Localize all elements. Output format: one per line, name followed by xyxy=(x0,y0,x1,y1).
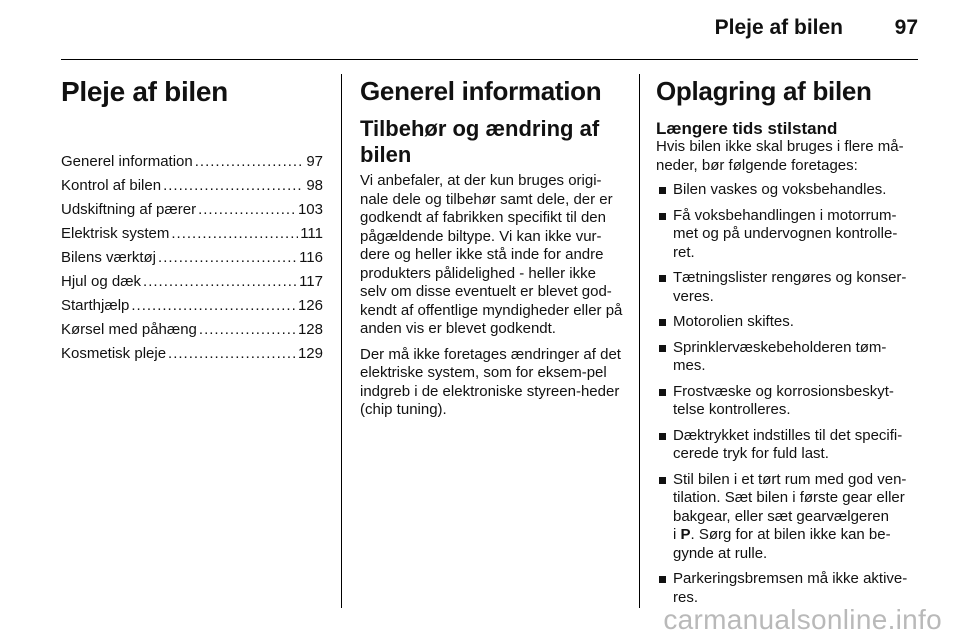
toc-leader xyxy=(171,222,298,246)
paragraph-original-parts: Vi anbefaler, at der kun bruges origi-nale dele og tilbehør samt dele, der er godkendt af fabrikken specifikt til den pågældende biltype. Vi kan ikke vur-dere og heller ikke stå inde for andre produkters pålidelighed - heller ikke selv om disse eventuelt er blevet god-kendt af offentlige myndigheder eller på anden vis er blevet godkendt. xyxy=(360,172,623,337)
storage-checklist xyxy=(656,181,918,607)
header-rule xyxy=(61,59,918,60)
page-number: 97 xyxy=(894,16,918,39)
column-divider-right xyxy=(639,74,640,608)
toc-entry[interactable] xyxy=(61,222,323,246)
toc-entry[interactable] xyxy=(61,342,323,366)
chapter-title: Pleje af bilen xyxy=(61,76,228,107)
table-of-contents xyxy=(61,150,323,366)
toc-entry-label: Generel information xyxy=(61,153,193,170)
toc-entry-page: 128 xyxy=(297,321,323,338)
toc-entry-label: Bilens værktøj xyxy=(61,249,157,266)
bullet-square-icon xyxy=(659,477,666,484)
toc-leader xyxy=(163,174,304,198)
storage-column xyxy=(656,76,918,614)
list-item: Stil bilen i et tørt rum med god ven-tilation. Sæt bilen i første gear eller bakgear, eller sæt gearvælgeren i P. Sørg for at bilen ikke kan be-gynde at rulle. xyxy=(656,471,918,564)
toc-leader xyxy=(143,270,297,294)
toc-entry-page: 116 xyxy=(299,249,323,266)
paragraph-electrical-modifications: Der må ikke foretages ændringer af det elektriske system, som for eksem-pel indgreb i de elektroniske styreen-heder (chip tuning). xyxy=(360,345,621,418)
toc-entry[interactable] xyxy=(61,294,323,318)
toc-entry-page: 129 xyxy=(297,345,323,362)
toc-entry[interactable] xyxy=(61,318,323,342)
bullet-square-icon xyxy=(659,433,666,440)
bullet-square-icon xyxy=(659,576,666,583)
toc-entry-page: 103 xyxy=(297,201,323,218)
toc-entry-label: Starthjælp xyxy=(61,297,130,314)
bullet-square-icon xyxy=(659,389,666,396)
list-item: Bilen vaskes og voksbehandles. xyxy=(656,181,918,200)
toc-leader xyxy=(158,246,297,270)
toc-entry-label: Hjul og dæk xyxy=(61,273,142,290)
toc-entry-label: Udskiftning af pærer xyxy=(61,201,197,218)
toc-leader xyxy=(199,318,296,342)
toc-entry-page: 111 xyxy=(300,225,323,242)
toc-entry[interactable] xyxy=(61,150,323,174)
subheading-long-term-storage: Længere tids stilstand xyxy=(656,119,838,138)
list-item: Sprinklervæskebeholderen tøm-mes. xyxy=(656,339,918,376)
storage-intro: Hvis bilen ikke skal bruges i flere må-neder, bør følgende foretages: xyxy=(656,138,904,174)
toc-leader xyxy=(131,294,296,318)
section-heading-general: Generel information xyxy=(360,76,602,106)
list-item: Parkeringsbremsen må ikke aktive-res. xyxy=(656,570,918,607)
toc-column xyxy=(61,76,323,366)
toc-entry-page: 97 xyxy=(306,153,323,170)
bullet-square-icon xyxy=(659,187,666,194)
bullet-square-icon xyxy=(659,319,666,326)
subheading-accessories: Tilbehør og ændring af bilen xyxy=(360,116,600,167)
toc-entry[interactable] xyxy=(61,246,323,270)
list-item: Frostvæske og korrosionsbeskyt-telse kontrolleres. xyxy=(656,383,918,420)
list-item: Få voksbehandlingen i motorrum-met og på undervognen kontrolle-ret. xyxy=(656,207,918,263)
toc-entry-label: Elektrisk system xyxy=(61,225,170,242)
toc-entry-page: 126 xyxy=(297,297,323,314)
toc-entry[interactable] xyxy=(61,174,323,198)
bullet-square-icon xyxy=(659,345,666,352)
toc-leader xyxy=(168,342,296,366)
toc-entry-page: 98 xyxy=(306,177,323,194)
list-item: Tætningslister rengøres og konser-veres. xyxy=(656,269,918,306)
toc-entry-label: Kørsel med påhæng xyxy=(61,321,197,338)
gear-position-p: P xyxy=(680,526,691,543)
list-item: Motorolien skiftes. xyxy=(656,313,918,332)
list-item: Dæktrykket indstilles til det specifi-cerede tryk for fuld last. xyxy=(656,427,918,464)
watermark: carmanualsonline.info xyxy=(663,604,942,635)
toc-entry[interactable] xyxy=(61,198,323,222)
toc-entry[interactable] xyxy=(61,270,323,294)
toc-entry-page: 117 xyxy=(299,273,323,290)
bullet-square-icon xyxy=(659,275,666,282)
column-divider-left xyxy=(341,74,342,608)
toc-entry-label: Kontrol af bilen xyxy=(61,177,162,194)
bullet-square-icon xyxy=(659,213,666,220)
section-heading-storage: Oplagring af bilen xyxy=(656,76,872,106)
toc-leader xyxy=(195,150,305,174)
toc-leader xyxy=(198,198,296,222)
toc-entry-label: Kosmetisk pleje xyxy=(61,345,167,362)
page-header-title: Pleje af bilen xyxy=(714,16,843,39)
general-information-column xyxy=(360,76,624,420)
